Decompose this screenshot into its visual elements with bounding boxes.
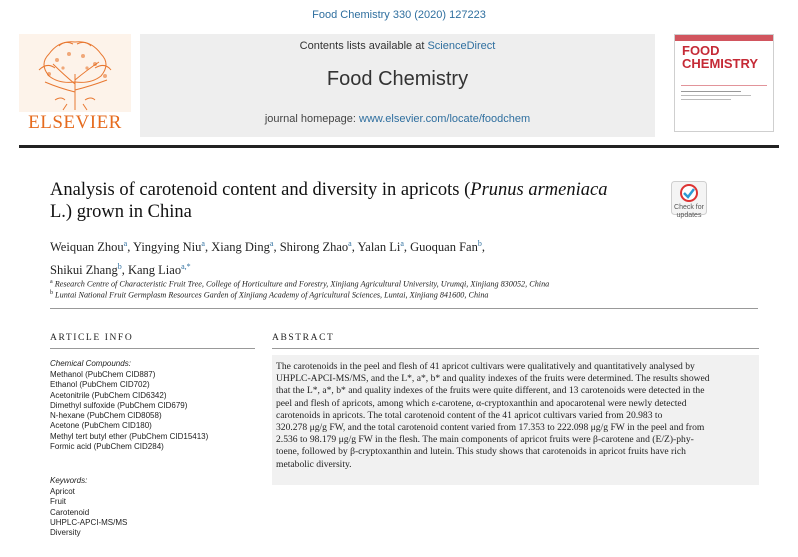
keywords-list [50, 487, 260, 538]
author[interactable]: Weiquan Zhou$^a$ [50, 239, 128, 255]
contents-prefix: Contents lists available at [299, 40, 428, 52]
article-info-heading: ARTICLE INFO [50, 333, 134, 343]
abstract-line: The carotenoids in the peel and flesh of 41 apricot cultivars were qualitatively and quantitatively analysed by [276, 361, 695, 372]
header-divider [19, 145, 779, 148]
abstract-text [276, 361, 758, 471]
abstract-line: that the L*, a*, b* and quality indexes of the fruits were quite different, and 13 carotenoids were detected in the [276, 385, 705, 397]
abstract-line: carotenoids in apricots. The total carotenoid content of the 41 apricot cultivars varied from 20.983 to [276, 409, 663, 421]
homepage-prefix: journal homepage: [264, 113, 359, 125]
author[interactable]: Xiang Ding$^a$ [211, 239, 274, 255]
journal-homepage-link[interactable]: www.elsevier.com/locate/foodchem [359, 113, 531, 125]
crossmark-label [664, 204, 714, 220]
title-divider [50, 308, 758, 309]
cover-title-line2: CHEMISTRY [682, 56, 759, 71]
journal-citation: Food Chemistry 330 (2020) 127223 [312, 9, 486, 21]
cover-title-line1: FOOD [682, 43, 720, 58]
abstract-line: 320.278 μg/g FW, and the total carotenoid content varied from 17.353 to 222.098 μg/g FW in the peel and from [276, 422, 705, 434]
article-title [50, 179, 640, 223]
author[interactable]: Yalan Li$^a$ [357, 239, 404, 255]
journal-homepage-line [140, 113, 655, 125]
abstract-line: metabolic diversity. [276, 458, 352, 470]
compound-item: Formic acid (PubChem CID284) [50, 442, 164, 452]
sciencedirect-link[interactable]: ScienceDirect [427, 40, 496, 52]
title-species: Prunus armeniaca [470, 180, 608, 200]
affiliation-b: $^b$ Luntai National Fruit Germplasm Resources Garden of Xinjiang Academy of Agricultural Sciences, Luntai, Xinjiang 841600, China [50, 290, 489, 300]
crossmark-label-line2: updates [676, 212, 702, 219]
cover-journal-title [682, 44, 772, 70]
abstract-line: 2.536 to 98.179 μg/g FW in the flesh. The main components of apricot fruits were β-carotene and (E/Z)-phy- [276, 434, 694, 446]
abstract-heading: ABSTRACT [272, 333, 335, 343]
abstract-line: toene, followed by β-cryptoxanthin and lutein. This study shows that carotenoids in apricot fruits have rich [276, 446, 686, 458]
title-part2: L.) grown in China [50, 202, 192, 222]
contents-available-line [140, 40, 655, 52]
abstract-line: peel and flesh of apricots, among which ε-carotene, α-cryptoxanthin and apocarotenal were newly detected [276, 397, 687, 409]
keyword-item: Carotenoid [50, 507, 90, 517]
keywords-heading: Keywords: [50, 476, 88, 485]
compound-item: Ethanol (PubChem CID702) [50, 380, 150, 390]
abstract-line: UHPLC-APCI-MS/MS, and the L*, a*, b* and quality indexes of the fruits were determined. The results showed [276, 373, 710, 385]
journal-title: Food Chemistry [326, 68, 469, 90]
publisher-name: ELSEVIER [28, 112, 122, 133]
compound-item: Acetone (PubChem CID180) [50, 421, 152, 431]
keyword-item: UHPLC-APCI-MS/MS [50, 517, 128, 527]
affiliation-a: $^a$ Research Centre of Characteristic Fruit Tree, College of Horticulture and Forestry, Xinjiang Agricultural University, Urumqi, Xinjiang 830052, China [50, 279, 550, 289]
author-list: Weiquan Zhou$^a$, Yingying Niu$^a$, Xiang Ding$^a$, Shirong Zhao$^a$, Yalan Li$^a$, Guoquan Fan$^b$, Shikui Zhang$^b$, Kang Liao$^{a,*}$ [50, 239, 485, 278]
author[interactable]: Shikui Zhang$^b$ [50, 262, 122, 278]
compound-item: Dimethyl sulfoxide (PubChem CID679) [50, 400, 188, 410]
compound-item: N-hexane (PubChem CID8058) [50, 411, 162, 421]
compound-item: Methanol (PubChem CID887) [50, 370, 156, 379]
keyword-item: Apricot [50, 487, 75, 496]
keyword-item: Fruit [50, 497, 66, 507]
crossmark-label-line1: Check for [674, 204, 704, 211]
author[interactable]: Kang Liao$^{a,*}$ [127, 262, 191, 278]
abstract-divider [272, 348, 759, 349]
compound-item: Methyl tert butyl ether (PubChem CID15413) [50, 431, 209, 441]
author[interactable]: Yingying Niu$^a$ [133, 239, 205, 255]
title-part1: Analysis of carotenoid content and diversity in apricots ( [50, 180, 471, 200]
compound-item: Acetonitrile (PubChem CID6342) [50, 390, 167, 400]
author[interactable]: Guoquan Fan$^b$ [410, 239, 482, 255]
author[interactable]: Shirong Zhao$^a$ [279, 239, 352, 255]
article-info-divider [50, 348, 255, 349]
keyword-item: Diversity [50, 528, 81, 538]
chemical-compounds-heading: Chemical Compounds: [50, 359, 131, 368]
chemical-compounds-list [50, 370, 260, 452]
